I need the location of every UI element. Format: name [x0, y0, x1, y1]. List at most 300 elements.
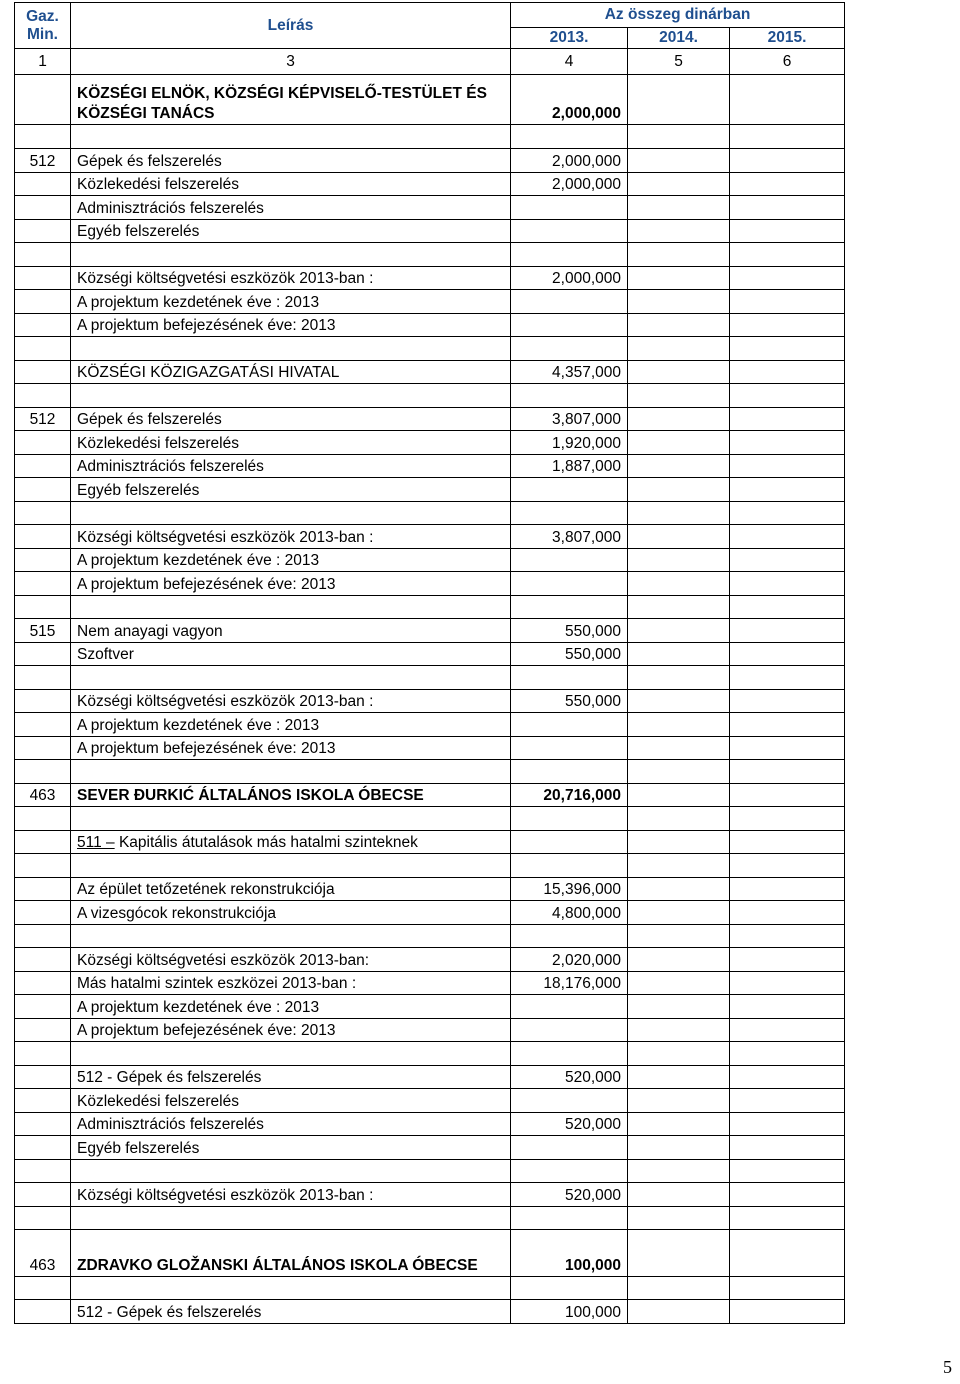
row-description: A projektum befejezésének éve: 2013 — [71, 314, 511, 337]
row-code — [15, 690, 71, 713]
row-description: Nem anayagi vagyon — [71, 619, 511, 643]
row-description: 511 – Kapitális átutalások más hatalmi szinteknek — [71, 831, 511, 854]
table-row — [15, 408, 845, 431]
row-amount-2015 — [730, 1113, 845, 1136]
table-row — [15, 925, 845, 948]
row-amount-2014 — [628, 1300, 730, 1324]
row-code — [15, 1089, 71, 1113]
row-code — [15, 1136, 71, 1160]
row-amount-2015 — [730, 901, 845, 925]
row-amount-2013: 15,396,000 — [511, 878, 628, 901]
row-amount-2015 — [730, 243, 845, 267]
row-amount-2014 — [628, 75, 730, 125]
row-amount-2015 — [730, 807, 845, 831]
table-row — [15, 1136, 845, 1160]
row-description: Más hatalmi szintek eszközei 2013-ban : — [71, 972, 511, 995]
row-amount-2015 — [730, 1230, 845, 1277]
header-year-2013: 2013. — [511, 28, 628, 49]
row-amount-2015 — [730, 267, 845, 290]
row-code — [15, 643, 71, 666]
column-number: 6 — [730, 49, 845, 75]
table-row — [15, 1066, 845, 1089]
row-amount-2013 — [511, 807, 628, 831]
row-code — [15, 290, 71, 314]
table-row — [15, 1183, 845, 1207]
row-description — [71, 760, 511, 784]
row-amount-2014 — [628, 737, 730, 760]
row-description: A projektum befejezésének éve: 2013 — [71, 737, 511, 760]
row-code — [15, 831, 71, 854]
table-row — [15, 901, 845, 925]
row-description: Községi költségvetési eszközök 2013-ban : — [71, 690, 511, 713]
row-amount-2015 — [730, 314, 845, 337]
table-row — [15, 972, 845, 995]
row-description: Községi költségvetési eszközök 2013-ban : — [71, 1183, 511, 1207]
row-amount-2014 — [628, 1160, 730, 1183]
row-amount-2014 — [628, 1183, 730, 1207]
table-row — [15, 1019, 845, 1042]
row-description — [71, 243, 511, 267]
row-amount-2014 — [628, 337, 730, 361]
row-amount-2015 — [730, 784, 845, 807]
table-row — [15, 737, 845, 760]
row-amount-2015 — [730, 1019, 845, 1042]
row-description: A projektum befejezésének éve: 2013 — [71, 1019, 511, 1042]
row-description: A vizesgócok rekonstrukciója — [71, 901, 511, 925]
row-amount-2014 — [628, 149, 730, 173]
row-description: Adminisztrációs felszerelés — [71, 455, 511, 478]
table-row — [15, 1089, 845, 1113]
table-row — [15, 502, 845, 525]
row-code — [15, 1160, 71, 1183]
row-description: Közlekedési felszerelés — [71, 173, 511, 196]
row-amount-2014 — [628, 901, 730, 925]
row-description — [71, 1277, 511, 1300]
row-amount-2014 — [628, 925, 730, 948]
row-amount-2014 — [628, 666, 730, 690]
row-code — [15, 431, 71, 455]
row-description: 512 - Gépek és felszerelés — [71, 1300, 511, 1324]
row-amount-2015 — [730, 1207, 845, 1230]
row-description — [71, 807, 511, 831]
row-description — [71, 384, 511, 408]
row-amount-2014 — [628, 290, 730, 314]
row-amount-2013 — [511, 1042, 628, 1066]
row-amount-2014 — [628, 1230, 730, 1277]
header-amount-group: Az összeg dinárban — [511, 3, 845, 28]
row-amount-2013: 4,357,000 — [511, 361, 628, 384]
row-amount-2014 — [628, 173, 730, 196]
table-row — [15, 948, 845, 972]
table-row — [15, 337, 845, 361]
header-year-2015: 2015. — [730, 28, 845, 49]
row-amount-2014 — [628, 643, 730, 666]
row-amount-2015 — [730, 220, 845, 243]
row-amount-2015 — [730, 361, 845, 384]
row-amount-2015 — [730, 760, 845, 784]
row-amount-2015 — [730, 619, 845, 643]
column-number: 5 — [628, 49, 730, 75]
row-code — [15, 525, 71, 549]
row-amount-2014 — [628, 619, 730, 643]
row-code — [15, 220, 71, 243]
row-amount-2013 — [511, 666, 628, 690]
row-code — [15, 854, 71, 878]
table-row — [15, 760, 845, 784]
row-amount-2014 — [628, 1207, 730, 1230]
row-amount-2015 — [730, 173, 845, 196]
row-code — [15, 878, 71, 901]
row-amount-2014 — [628, 267, 730, 290]
row-amount-2014 — [628, 384, 730, 408]
row-amount-2015 — [730, 925, 845, 948]
row-amount-2015 — [730, 737, 845, 760]
table-row — [15, 596, 845, 619]
row-code — [15, 972, 71, 995]
row-amount-2013 — [511, 1277, 628, 1300]
row-amount-2015 — [730, 149, 845, 173]
row-amount-2013 — [511, 760, 628, 784]
row-amount-2015 — [730, 337, 845, 361]
table-row — [15, 572, 845, 596]
row-amount-2013: 2,000,000 — [511, 173, 628, 196]
row-amount-2014 — [628, 1113, 730, 1136]
row-code: 512 — [15, 408, 71, 431]
row-code — [15, 549, 71, 572]
row-description: Szoftver — [71, 643, 511, 666]
row-amount-2014 — [628, 972, 730, 995]
table-row — [15, 854, 845, 878]
row-code — [15, 125, 71, 149]
row-amount-2013: 1,920,000 — [511, 431, 628, 455]
row-code — [15, 478, 71, 502]
row-description — [71, 1160, 511, 1183]
row-amount-2015 — [730, 478, 845, 502]
column-number: 3 — [71, 49, 511, 75]
row-amount-2013 — [511, 925, 628, 948]
header-description: Leírás — [71, 3, 511, 49]
row-code — [15, 596, 71, 619]
row-description: Közlekedési felszerelés — [71, 1089, 511, 1113]
row-amount-2014 — [628, 878, 730, 901]
row-code — [15, 737, 71, 760]
row-amount-2013 — [511, 196, 628, 220]
row-amount-2014 — [628, 1277, 730, 1300]
row-code — [15, 196, 71, 220]
row-amount-2015 — [730, 549, 845, 572]
row-code — [15, 314, 71, 337]
row-amount-2015 — [730, 1160, 845, 1183]
row-amount-2013: 550,000 — [511, 619, 628, 643]
row-amount-2014 — [628, 1089, 730, 1113]
column-number: 4 — [511, 49, 628, 75]
row-amount-2013 — [511, 1136, 628, 1160]
row-amount-2014 — [628, 361, 730, 384]
row-amount-2014 — [628, 502, 730, 525]
row-description: ZDRAVKO GLOŽANSKI ÁLTALÁNOS ISKOLA ÓBECSE — [71, 1230, 511, 1277]
row-amount-2014 — [628, 455, 730, 478]
row-description — [71, 337, 511, 361]
table-row — [15, 1113, 845, 1136]
row-code: 463 — [15, 1230, 71, 1277]
row-amount-2014 — [628, 243, 730, 267]
row-amount-2013: 2,000,000 — [511, 75, 628, 125]
row-description: KÖZSÉGI KÖZIGAZGATÁSI HIVATAL — [71, 361, 511, 384]
row-amount-2015 — [730, 196, 845, 220]
row-code — [15, 1300, 71, 1324]
row-amount-2015 — [730, 431, 845, 455]
row-description: Egyéb felszerelés — [71, 478, 511, 502]
row-amount-2015 — [730, 690, 845, 713]
row-description: Községi költségvetési eszközök 2013-ban: — [71, 948, 511, 972]
row-amount-2015 — [730, 125, 845, 149]
row-amount-2014 — [628, 831, 730, 854]
row-amount-2013: 2,000,000 — [511, 267, 628, 290]
row-description: Községi költségvetési eszközök 2013-ban : — [71, 525, 511, 549]
row-code — [15, 243, 71, 267]
row-amount-2013: 100,000 — [511, 1230, 628, 1277]
row-amount-2013: 520,000 — [511, 1113, 628, 1136]
account-code-underlined: 511 – — [77, 834, 115, 851]
row-code — [15, 901, 71, 925]
row-description — [71, 502, 511, 525]
row-amount-2014 — [628, 713, 730, 737]
table-row — [15, 831, 845, 854]
row-code — [15, 760, 71, 784]
row-amount-2013: 520,000 — [511, 1066, 628, 1089]
table-row — [15, 431, 845, 455]
row-amount-2015 — [730, 1277, 845, 1300]
table-row — [15, 243, 845, 267]
table-row — [15, 784, 845, 807]
row-code — [15, 1113, 71, 1136]
row-code — [15, 384, 71, 408]
row-description: Egyéb felszerelés — [71, 220, 511, 243]
row-code — [15, 502, 71, 525]
row-code — [15, 807, 71, 831]
table-row — [15, 290, 845, 314]
row-amount-2015 — [730, 502, 845, 525]
header-code: Gaz. Min. — [15, 3, 71, 49]
row-description — [71, 925, 511, 948]
row-description: 512 - Gépek és felszerelés — [71, 1066, 511, 1089]
row-amount-2015 — [730, 525, 845, 549]
row-amount-2013 — [511, 1089, 628, 1113]
header-year-2014: 2014. — [628, 28, 730, 49]
row-amount-2013: 550,000 — [511, 643, 628, 666]
row-amount-2013 — [511, 549, 628, 572]
row-amount-2014 — [628, 1019, 730, 1042]
row-amount-2014 — [628, 408, 730, 431]
row-amount-2014 — [628, 572, 730, 596]
row-description: Az épület tetőzetének rekonstrukciója — [71, 878, 511, 901]
row-code: 512 — [15, 149, 71, 173]
row-amount-2015 — [730, 878, 845, 901]
row-amount-2013: 100,000 — [511, 1300, 628, 1324]
row-amount-2015 — [730, 1089, 845, 1113]
row-description — [71, 854, 511, 878]
row-code — [15, 948, 71, 972]
row-amount-2013 — [511, 1160, 628, 1183]
row-amount-2014 — [628, 314, 730, 337]
row-code — [15, 713, 71, 737]
table-row — [15, 549, 845, 572]
table-row — [15, 525, 845, 549]
row-amount-2013 — [511, 1019, 628, 1042]
row-description: Gépek és felszerelés — [71, 408, 511, 431]
row-description: A projektum kezdetének éve : 2013 — [71, 713, 511, 737]
table-row — [15, 173, 845, 196]
row-amount-2013: 520,000 — [511, 1183, 628, 1207]
table-row — [15, 807, 845, 831]
row-amount-2013: 3,807,000 — [511, 525, 628, 549]
row-description — [71, 1207, 511, 1230]
table-row — [15, 1230, 845, 1277]
table-row — [15, 643, 845, 666]
row-amount-2015 — [730, 1136, 845, 1160]
table-row — [15, 478, 845, 502]
row-amount-2015 — [730, 1042, 845, 1066]
row-code — [15, 75, 71, 125]
row-amount-2014 — [628, 549, 730, 572]
row-amount-2015 — [730, 1183, 845, 1207]
row-description: Adminisztrációs felszerelés — [71, 196, 511, 220]
row-amount-2013 — [511, 831, 628, 854]
table-row — [15, 361, 845, 384]
row-amount-2013 — [511, 125, 628, 149]
table-row — [15, 455, 845, 478]
row-amount-2013: 18,176,000 — [511, 972, 628, 995]
row-amount-2014 — [628, 125, 730, 149]
table-row — [15, 1207, 845, 1230]
row-amount-2013: 4,800,000 — [511, 901, 628, 925]
row-amount-2014 — [628, 1066, 730, 1089]
row-amount-2015 — [730, 1300, 845, 1324]
row-amount-2013 — [511, 713, 628, 737]
row-amount-2013 — [511, 314, 628, 337]
row-amount-2015 — [730, 972, 845, 995]
row-amount-2013 — [511, 1207, 628, 1230]
row-amount-2013 — [511, 502, 628, 525]
row-amount-2013 — [511, 572, 628, 596]
row-amount-2015 — [730, 995, 845, 1019]
row-amount-2014 — [628, 760, 730, 784]
row-amount-2015 — [730, 408, 845, 431]
row-description: KÖZSÉGI ELNÖK, KÖZSÉGI KÉPVISELŐ-TESTÜLET ÉS KÖZSÉGI TANÁCS — [71, 75, 511, 125]
row-description: Egyéb felszerelés — [71, 1136, 511, 1160]
row-amount-2014 — [628, 807, 730, 831]
row-code — [15, 1183, 71, 1207]
row-amount-2015 — [730, 290, 845, 314]
table-row — [15, 1300, 845, 1324]
table-row — [15, 384, 845, 408]
row-description: SEVER ĐURKIĆ ÁLTALÁNOS ISKOLA ÓBECSE — [71, 784, 511, 807]
row-description — [71, 1042, 511, 1066]
row-amount-2014 — [628, 784, 730, 807]
row-amount-2015 — [730, 831, 845, 854]
column-number: 1 — [15, 49, 71, 75]
row-code — [15, 337, 71, 361]
table-row — [15, 619, 845, 643]
row-amount-2014 — [628, 1136, 730, 1160]
row-amount-2015 — [730, 75, 845, 125]
row-amount-2013 — [511, 596, 628, 619]
budget-table — [14, 2, 845, 1324]
table-row — [15, 75, 845, 125]
row-code — [15, 455, 71, 478]
row-amount-2013 — [511, 290, 628, 314]
row-code — [15, 666, 71, 690]
table-row — [15, 1160, 845, 1183]
row-amount-2013 — [511, 384, 628, 408]
row-amount-2013 — [511, 478, 628, 502]
row-description: A projektum kezdetének éve : 2013 — [71, 995, 511, 1019]
row-amount-2015 — [730, 854, 845, 878]
row-amount-2015 — [730, 643, 845, 666]
table-row — [15, 690, 845, 713]
row-amount-2014 — [628, 948, 730, 972]
row-code — [15, 1207, 71, 1230]
table-row — [15, 666, 845, 690]
row-amount-2014 — [628, 854, 730, 878]
row-amount-2013 — [511, 337, 628, 361]
row-description: Közlekedési felszerelés — [71, 431, 511, 455]
row-code: 515 — [15, 619, 71, 643]
row-amount-2013: 550,000 — [511, 690, 628, 713]
row-amount-2013: 3,807,000 — [511, 408, 628, 431]
row-code — [15, 1042, 71, 1066]
page-number: 5 — [943, 1357, 952, 1377]
row-amount-2015 — [730, 948, 845, 972]
table-row — [15, 995, 845, 1019]
row-description — [71, 666, 511, 690]
row-amount-2014 — [628, 596, 730, 619]
row-amount-2015 — [730, 384, 845, 408]
row-description: A projektum kezdetének éve : 2013 — [71, 290, 511, 314]
row-description — [71, 596, 511, 619]
row-amount-2014 — [628, 525, 730, 549]
row-code: 463 — [15, 784, 71, 807]
row-code — [15, 572, 71, 596]
table-row — [15, 713, 845, 737]
row-amount-2014 — [628, 431, 730, 455]
row-description: Községi költségvetési eszközök 2013-ban : — [71, 267, 511, 290]
row-code — [15, 995, 71, 1019]
row-amount-2015 — [730, 713, 845, 737]
row-amount-2013 — [511, 220, 628, 243]
row-amount-2013: 1,887,000 — [511, 455, 628, 478]
row-description: A projektum kezdetének éve : 2013 — [71, 549, 511, 572]
row-amount-2013 — [511, 737, 628, 760]
row-amount-2013 — [511, 854, 628, 878]
row-amount-2015 — [730, 666, 845, 690]
table-row — [15, 267, 845, 290]
row-amount-2014 — [628, 1042, 730, 1066]
table-row — [15, 1277, 845, 1300]
row-code — [15, 267, 71, 290]
table-row — [15, 1042, 845, 1066]
row-description: Gépek és felszerelés — [71, 149, 511, 173]
table-row — [15, 220, 845, 243]
row-code — [15, 1066, 71, 1089]
row-amount-2015 — [730, 596, 845, 619]
row-amount-2014 — [628, 220, 730, 243]
row-description — [71, 125, 511, 149]
table-row — [15, 149, 845, 173]
row-amount-2015 — [730, 572, 845, 596]
row-amount-2015 — [730, 455, 845, 478]
row-amount-2014 — [628, 196, 730, 220]
